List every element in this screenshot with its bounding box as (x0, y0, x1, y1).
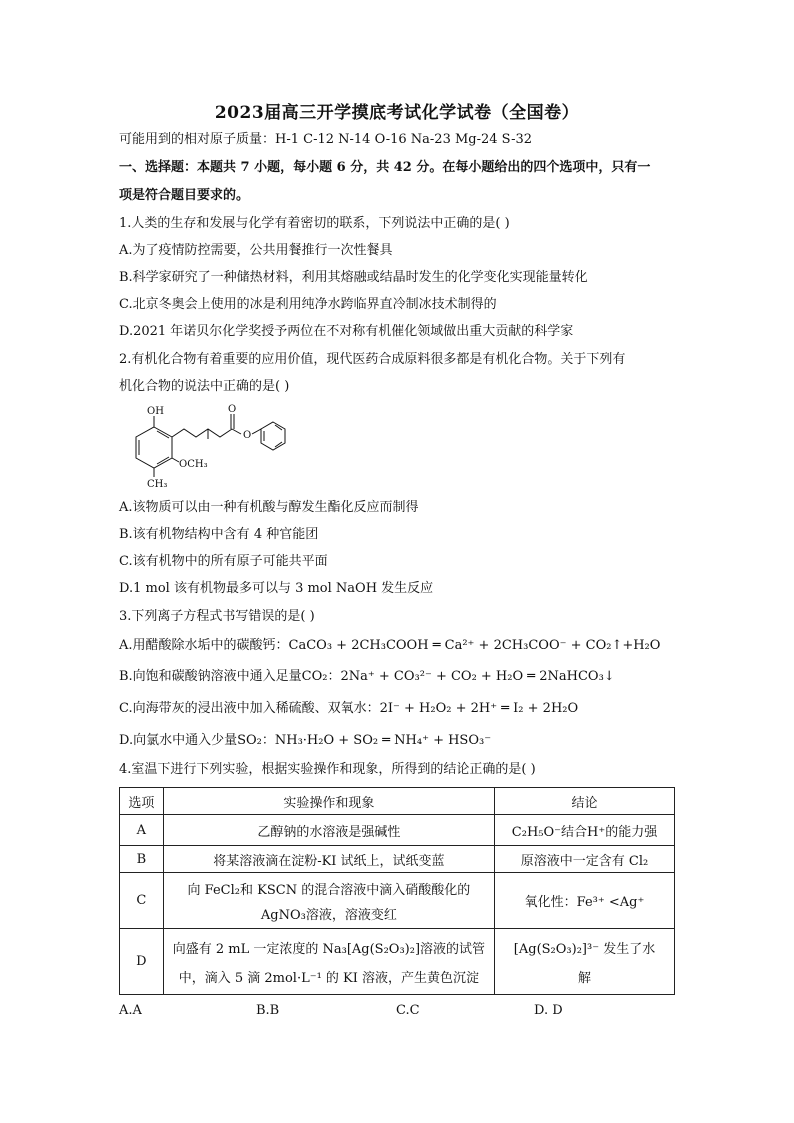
table-row (120, 929, 675, 995)
q3-option-c: C.向海带灰的浸出液中加入稀硫酸、双氧水：2I⁻ + H₂O₂ + 2H⁺ ═ I₂ + 2H₂O (119, 701, 579, 716)
row-d-operation-line1: 向盛有 2 mL 一定浓度的 Na₃[Ag(S₂O₃)₂]溶液的试管 (172, 941, 486, 957)
q2-option-d: D.1 mol 该有机物最多可以与 3 mol NaOH 发生反应 (119, 581, 434, 596)
section-intro-line2: 项是符合题目要求的。 (119, 188, 250, 203)
q4-stem: 4.室温下进行下列实验，根据实验操作和现象，所得到的结论正确的是( ) (119, 762, 536, 777)
row-d-conclusion-line2: 解 (578, 970, 592, 986)
answer-choice-b: B.B (256, 1003, 280, 1018)
q4-experiment-table (119, 787, 675, 995)
table-row (120, 815, 675, 846)
q4-answer-choices (119, 1003, 679, 1023)
q2-option-b: B.该有机物结构中含有 4 种官能团 (119, 527, 319, 542)
row-b-operation: 将某溶液滴在淀粉-KI 试纸上，试纸变蓝 (163, 846, 494, 873)
row-d-conclusion (495, 929, 675, 995)
q3-option-b: B.向饱和碳酸钠溶液中通入足量CO₂：2Na⁺ + CO₃²⁻ + CO₂ + H₂O ═ 2NaHCO₃↓ (119, 669, 615, 684)
row-c-option: C (120, 873, 164, 929)
q2-stem-line2: 机化合物的说法中正确的是( ) (119, 379, 290, 394)
q3-stem: 3.下列离子方程式书写错误的是( ) (119, 609, 315, 624)
row-a-option: A (120, 815, 164, 846)
row-a-operation: 乙醇钠的水溶液是强碱性 (163, 815, 494, 846)
row-c-operation-line2: AgNO₃溶液，溶液变红 (260, 907, 397, 923)
q1-stem: 1.人类的生存和发展与化学有着密切的联系，下列说法中正确的是( ) (119, 216, 510, 231)
q1-option-b: B.科学家研究了一种储热材料，利用其熔融或结晶时发生的化学变化实现能量转化 (119, 270, 588, 285)
row-c-conclusion: 氧化性：Fe³⁺ <Ag⁺ (495, 873, 675, 929)
mol-och3-label: OCH₃ (179, 459, 208, 470)
atomic-masses: 可能用到的相对原子质量：H-1 C-12 N-14 O-16 Na-23 Mg-24 S-32 (119, 132, 532, 147)
q2-option-c: C.该有机物中的所有原子可能共平面 (119, 554, 328, 569)
row-d-operation-line2: 中，滴入 5 滴 2mol·L⁻¹ 的 KI 溶液，产生黄色沉淀 (178, 970, 480, 986)
row-d-operation (163, 929, 494, 995)
mol-ch3-label: CH₃ (147, 479, 168, 490)
q2-option-a: A.该物质可以由一种有机酸与醇发生酯化反应而制得 (119, 500, 419, 515)
row-c-operation (163, 873, 494, 929)
q3-option-d: D.向氯水中通入少量SO₂：NH₃·H₂O + SO₂ ═ NH₄⁺ + HSO₃⁻ (119, 733, 492, 748)
q1-option-a: A.为了疫情防控需要，公共用餐推行一次性餐具 (119, 243, 393, 258)
row-d-option: D (120, 929, 164, 995)
mol-ester-o-label: O (243, 430, 252, 441)
answer-choice-a: A.A (119, 1003, 142, 1018)
row-c-operation-line1: 向 FeCl₂和 KSCN 的混合溶液中滴入硝酸酸化的 (187, 882, 471, 898)
mol-carbonyl-o-label: O (228, 404, 237, 415)
q3-option-a: A.用醋酸除水垢中的碳酸钙：CaCO₃ + 2CH₃COOH ═ Ca²⁺ + 2CH₃COO⁻ + CO₂↑+H₂O (119, 638, 661, 653)
answer-choice-d: D. D (534, 1003, 563, 1018)
header-operation: 实验操作和现象 (163, 788, 494, 815)
row-d-conclusion-line1: [Ag(S₂O₃)₂]³⁻ 发生了水 (513, 941, 656, 957)
mol-oh-label: OH (147, 406, 164, 417)
header-option: 选项 (120, 788, 164, 815)
page-title: 2023届高三开学摸底考试化学试卷（全国卷） (214, 103, 580, 123)
q2-stem-line1: 2.有机化合物有着重要的应用价值，现代医药合成原料很多都是有机化合物。关于下列有 (119, 352, 626, 367)
section-intro-line1: 一、选择题：本题共 7 小题，每小题 6 分，共 42 分。在每小题给出的四个选项中，只有一 (119, 160, 651, 175)
row-b-conclusion: 原溶液中一定含有 Cl₂ (495, 846, 675, 873)
table-row (120, 846, 675, 873)
header-conclusion: 结论 (495, 788, 675, 815)
answer-choice-c: C.C (396, 1003, 420, 1018)
molecule-structure-diagram (119, 403, 309, 493)
q1-option-c: C.北京冬奥会上使用的冰是利用纯净水跨临界直冷制冰技术制得的 (119, 297, 497, 312)
table-header-row (120, 788, 675, 815)
row-b-option: B (120, 846, 164, 873)
table-row (120, 873, 675, 929)
q1-option-d: D.2021 年诺贝尔化学奖授予两位在不对称有机催化领域做出重大贡献的科学家 (119, 324, 574, 339)
row-a-conclusion: C₂H₅O⁻结合H⁺的能力强 (495, 815, 675, 846)
